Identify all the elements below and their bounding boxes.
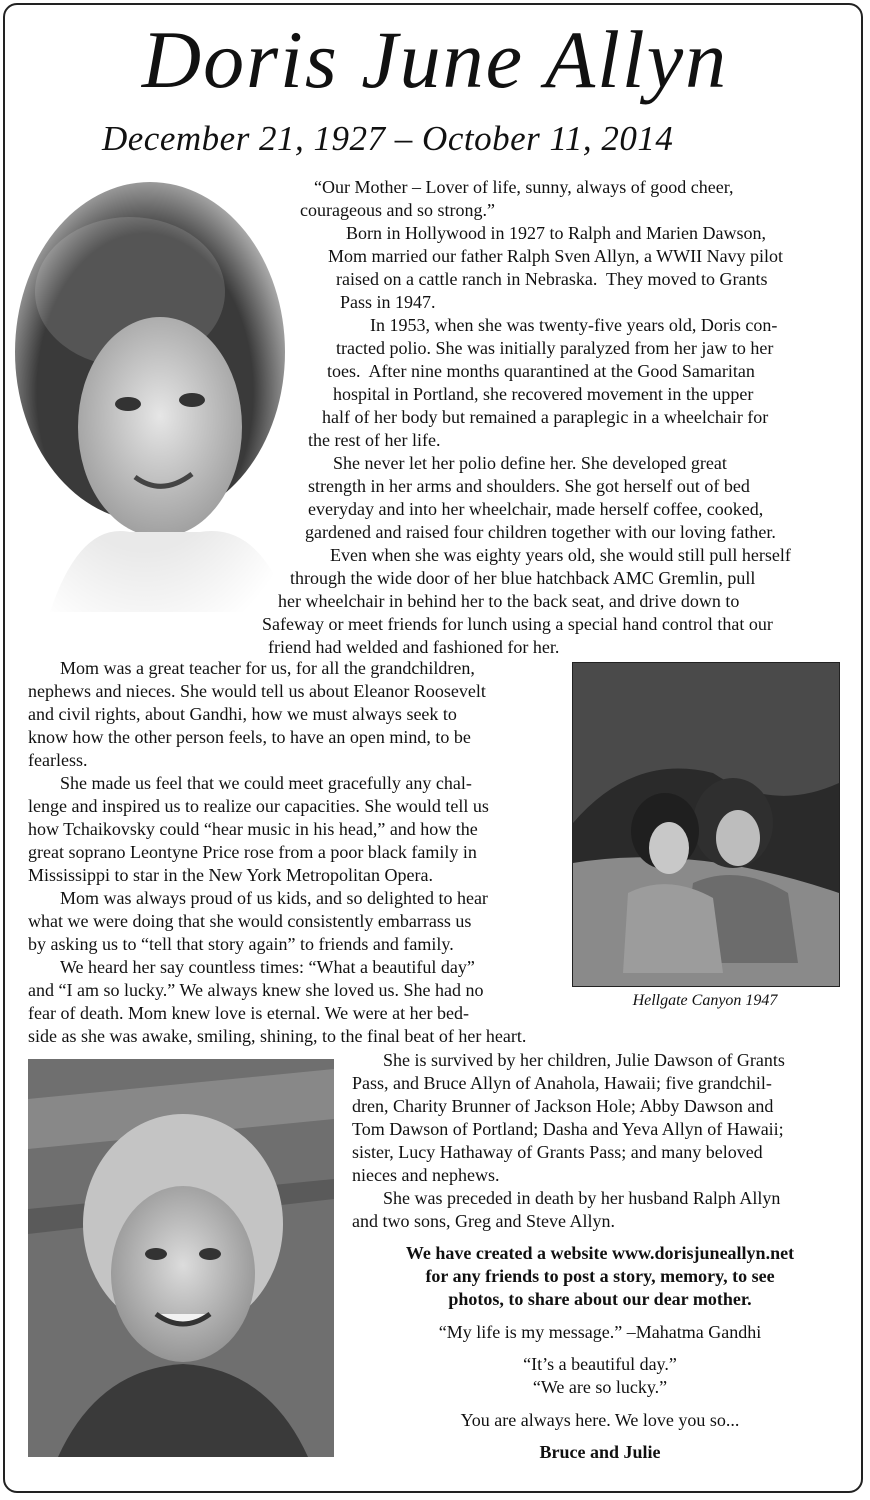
signature: Bruce and Julie [539,1442,661,1462]
text-line: friend had welded and fashioned for her. [268,637,560,657]
text-line: nieces and nephews. [352,1165,500,1185]
text-line: the rest of her life. [308,430,441,450]
gandhi-quote: “My life is my message.” –Mahatma Gandhi [438,1322,762,1342]
text-line: She never let her polio define her. She developed great [333,453,727,473]
website-note: photos, to share about our dear mother. [448,1289,752,1309]
text-line: and two sons, Greg and Steve Allyn. [352,1211,615,1231]
text-line: Mom was a great teacher for us, for all the grandchildren, [60,658,475,678]
text-line: know how the other person feels, to have an open mind, to be [28,727,471,747]
website-note: We have created a website www.dorisjuneallyn.net [405,1243,795,1263]
farewell-line: You are always here. We love you so... [460,1410,740,1430]
text-line: and “I am so lucky.” We always knew she loved us. She had no [28,980,484,1000]
text-line: her wheelchair in behind her to the back seat, and drive down to [278,591,740,611]
text-line: dren, Charity Brunner of Jackson Hole; Abby Dawson and [352,1096,774,1116]
text-line: Born in Hollywood in 1927 to Ralph and Marien Dawson, [346,223,766,243]
text-line: raised on a cattle ranch in Nebraska. They moved to Grants [336,269,768,289]
text-line: everyday and into her wheelchair, made herself coffee, cooked, [308,499,764,519]
text-line: “Our Mother – Lover of life, sunny, always of good cheer, [314,177,734,197]
text-line: through the wide door of her blue hatchback AMC Gremlin, pull [290,568,756,588]
text-line: side as she was awake, smiling, shining, to the final beat of her heart. [28,1026,527,1046]
obituary-title: Doris June Allyn [141,14,729,105]
text-line: She was preceded in death by her husband Ralph Allyn [383,1188,781,1208]
closing-quote: “It’s a beautiful day.” [523,1354,677,1374]
text-line: great soprano Leontyne Price rose from a poor black family in [28,842,477,862]
text-line: nephews and nieces. She would tell us about Eleanor Roosevelt [28,681,486,701]
portrait-photo [10,172,310,612]
text-line: fearless. [28,750,88,770]
text-line: what we were doing that she would consistently embarrass us [28,911,472,931]
text-line: hospital in Portland, she recovered movement in the upper [333,384,754,404]
text-line: Tom Dawson of Portland; Dasha and Yeva Allyn of Hawaii; [352,1119,784,1139]
text-line: half of her body but remained a paraplegic in a wheelchair for [322,407,769,427]
closing-quote: “We are so lucky.” [532,1377,668,1397]
text-line: Pass in 1947. [340,292,436,312]
text-line: Even when she was eighty years old, she would still pull herself [330,545,791,565]
text-line: lenge and inspired us to realize our capacities. She would tell us [28,796,489,816]
hellgate-canyon-photo [572,662,840,987]
website-note: for any friends to post a story, memory, to see [425,1266,775,1286]
later-portrait-photo [28,1059,334,1457]
text-line: In 1953, when she was twenty-five years old, Doris con- [370,315,778,335]
text-line: by asking us to “tell that story again” to friends and family. [28,934,454,954]
text-line: tracted polio. She was initially paralyzed from her jaw to her [336,338,774,358]
text-line: strength in her arms and shoulders. She got herself out of bed [308,476,750,496]
text-line: gardened and raised four children together with our loving father. [305,522,776,542]
text-line: fear of death. Mom knew love is eternal. We were at her bed- [28,1003,470,1023]
text-line: Pass, and Bruce Allyn of Anahola, Hawaii; five grandchil- [352,1073,772,1093]
photo-caption: Hellgate Canyon 1947 [632,992,778,1009]
text-line: sister, Lucy Hathaway of Grants Pass; and many beloved [352,1142,763,1162]
text-line: how Tchaikovsky could “hear music in his head,” and how the [28,819,478,839]
text-line: toes. After nine months quarantined at the Good Samaritan [327,361,755,381]
text-line: and civil rights, about Gandhi, how we must always seek to [28,704,457,724]
text-line: She is survived by her children, Julie Dawson of Grants [383,1050,785,1070]
text-line: Mom married our father Ralph Sven Allyn, a WWII Navy pilot [328,246,784,266]
text-line: Mississippi to star in the New York Metropolitan Opera. [28,865,433,885]
text-line: courageous and so strong.” [300,200,495,220]
text-line: She made us feel that we could meet gracefully any chal- [60,773,472,793]
life-dates: December 21, 1927 – October 11, 2014 [102,119,674,158]
text-line: Safeway or meet friends for lunch using a special hand control that our [262,614,773,634]
text-line: Mom was always proud of us kids, and so delighted to hear [60,888,488,908]
text-line: We heard her say countless times: “What a beautiful day” [60,957,475,977]
